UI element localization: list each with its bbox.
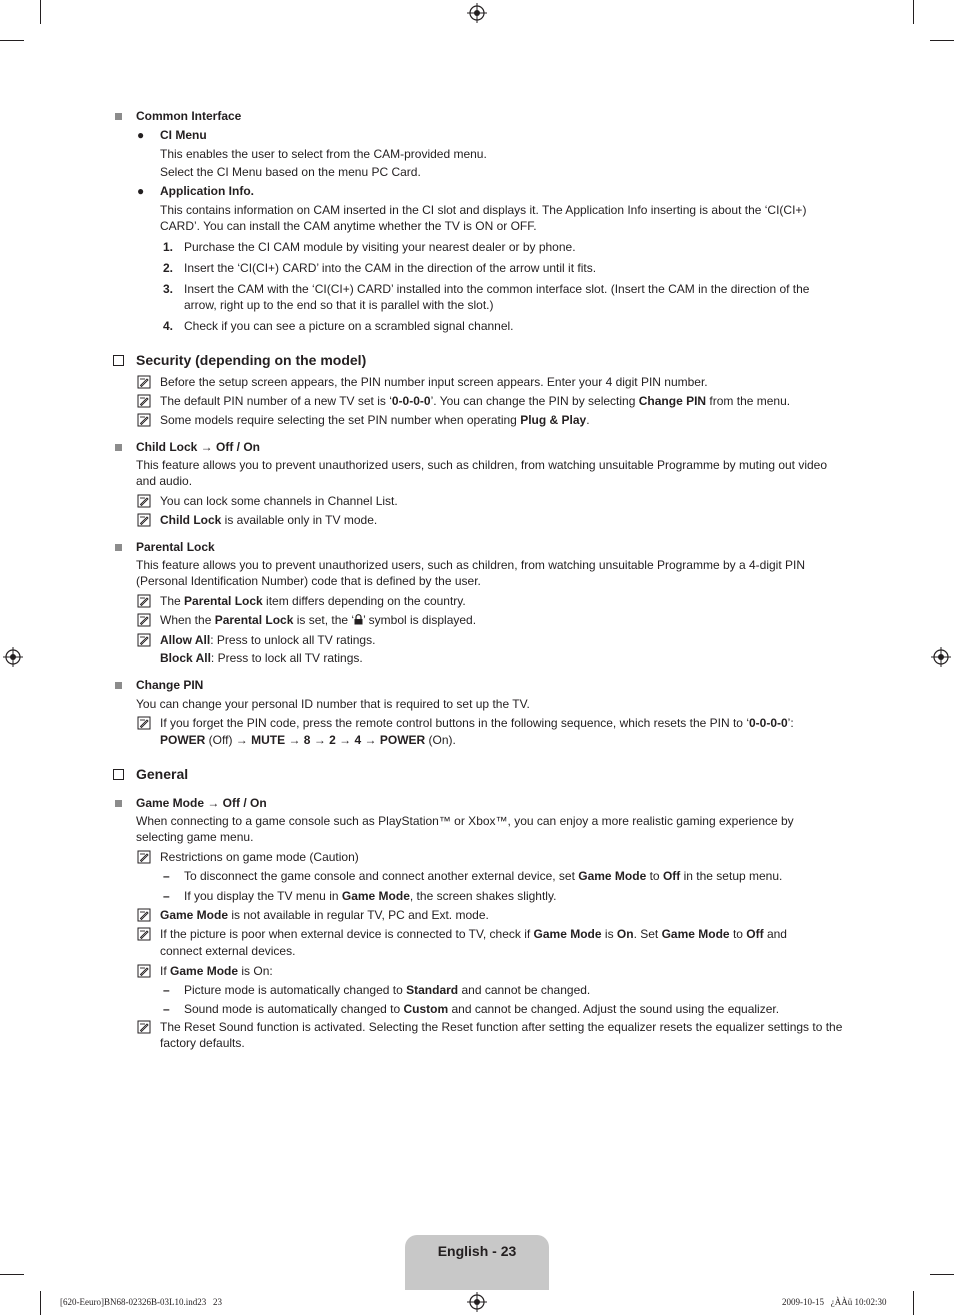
round-bullet-icon: ● xyxy=(137,128,145,142)
dash-bullet-icon: – xyxy=(163,983,170,997)
change-pin-sequence: POWER (Off) → MUTE → 8 → 2 → 4 → POWER (On). xyxy=(160,733,456,747)
security-note-3: Some models require selecting the set PIN number when operating Plug & Play. xyxy=(160,413,590,427)
app-info-label: Application Info. xyxy=(160,184,254,198)
ci-menu-line1: This enables the user to select from the CAM-provided menu. xyxy=(160,147,487,161)
note-icon xyxy=(137,1020,151,1034)
change-pin-heading: Change PIN xyxy=(136,678,204,692)
note-icon xyxy=(137,964,151,978)
game-mode-note-3: If the picture is poor when external device is connected to TV, check if Game Mode is On. Set Game Mode to Off and xyxy=(160,927,787,941)
crop-mark xyxy=(40,0,41,24)
child-lock-desc: This feature allows you to prevent unauthorized users, such as children, from watching unsuitable Programme by muting out video and audio. xyxy=(136,458,828,488)
checkbox-bullet-icon xyxy=(113,355,124,366)
security-section-title: Security (depending on the model) xyxy=(136,352,367,368)
note-icon xyxy=(137,716,151,730)
note-icon xyxy=(137,908,151,922)
note-icon xyxy=(137,494,151,508)
crop-mark xyxy=(913,0,914,24)
registration-mark-icon xyxy=(3,647,23,667)
step-text: Purchase the CI CAM module by visiting your nearest dealer or by phone. xyxy=(184,240,576,254)
square-bullet-icon xyxy=(115,544,122,551)
square-bullet-icon xyxy=(115,444,122,451)
crop-mark xyxy=(0,1274,24,1275)
child-lock-heading: Child Lock → Off / On xyxy=(136,440,260,454)
general-section-title: General xyxy=(136,766,189,782)
security-note-1: Before the setup screen appears, the PIN number input screen appears. Enter your 4 digit PIN number. xyxy=(160,375,708,389)
parental-lock-block-all: Block All: Press to lock all TV ratings. xyxy=(160,651,363,665)
parental-lock-desc: This feature allows you to prevent unauthorized users, such as children, from watching unsuitable Programme by a 4-digit PIN (Personal Identification Number) code that is defined by the user. xyxy=(136,558,805,588)
child-lock-note-2: Child Lock is available only in TV mode. xyxy=(160,513,378,527)
note-icon xyxy=(137,613,151,627)
parental-lock-allow-all: Allow All: Press to unlock all TV ratings. xyxy=(160,633,376,647)
round-bullet-icon: ● xyxy=(137,184,145,198)
security-note-2: The default PIN number of a new TV set is ‘0-0-0-0’. You can change the PIN by selecting Change PIN from the menu. xyxy=(160,394,791,408)
game-mode-dash-2: If you display the TV menu in Game Mode, the screen shakes slightly. xyxy=(184,889,557,903)
change-pin-desc: You can change your personal ID number that is required to set up the TV. xyxy=(136,697,530,711)
game-mode-desc: When connecting to a game console such as PlayStation™ or Xbox™, you can enjoy a more realistic gaming experience by selecting game menu. xyxy=(136,814,794,844)
app-info-desc: This contains information on CAM inserted in the CI slot and displays it. The Application Info inserting is about the ‘CI(CI+) CARD’. You can install the CAM anytime whether the TV is ON or OFF. xyxy=(160,203,807,233)
dash-bullet-icon: – xyxy=(163,869,170,883)
page-number-label: English - 23 xyxy=(437,1243,517,1259)
parental-lock-heading: Parental Lock xyxy=(136,540,215,554)
ci-menu-line2: Select the CI Menu based on the menu PC Card. xyxy=(160,165,421,179)
game-mode-note-3-cont: connect external devices. xyxy=(160,944,296,958)
step-number: 3. xyxy=(163,282,174,296)
game-mode-dash-1: To disconnect the game console and connect another external device, set Game Mode to Off in the setup menu. xyxy=(184,869,783,883)
step-text: Insert the ‘CI(CI+) CARD’ into the CAM in the direction of the arrow until it fits. xyxy=(184,261,597,275)
note-icon xyxy=(137,850,151,864)
note-icon xyxy=(137,927,151,941)
change-pin-note: If you forget the PIN code, press the remote control buttons in the following sequence, which resets the PIN to ‘0-0-0-0’: xyxy=(160,716,794,730)
crop-mark xyxy=(930,1274,954,1275)
note-icon xyxy=(137,413,151,427)
note-icon xyxy=(137,394,151,408)
dash-bullet-icon: – xyxy=(163,889,170,903)
registration-mark-icon xyxy=(931,647,951,667)
note-icon xyxy=(137,594,151,608)
crop-mark xyxy=(0,40,24,41)
game-mode-dash-4: Sound mode is automatically changed to Custom and cannot be changed. Adjust the sound using the equalizer. xyxy=(184,1002,780,1016)
dash-bullet-icon: – xyxy=(163,1002,170,1016)
step-number: 4. xyxy=(163,319,174,333)
crop-mark xyxy=(930,40,954,41)
note-icon xyxy=(137,633,151,647)
parental-lock-note-2: When the Parental Lock is set, the ‘ ’ symbol is displayed. xyxy=(160,613,477,627)
step-number: 1. xyxy=(163,240,174,254)
registration-mark-icon xyxy=(467,1292,487,1312)
step-text: Insert the CAM with the ‘CI(CI+) CARD’ installed into the common interface slot. (Insert the CAM in the direction of the arrow, right up to the end so that it is parallel with the slot.) xyxy=(184,282,810,312)
game-mode-note-5: The Reset Sound function is activated. Selecting the Reset function after setting the equalizer resets the equalizer settings to the factory defaults. xyxy=(160,1020,843,1050)
square-bullet-icon xyxy=(115,800,122,807)
child-lock-note-1: You can lock some channels in Channel List. xyxy=(160,494,398,508)
game-mode-note-4: If Game Mode is On: xyxy=(160,964,273,978)
parental-lock-note-1: The Parental Lock item differs depending on the country. xyxy=(160,594,466,608)
game-mode-note-1: Restrictions on game mode (Caution) xyxy=(160,850,359,864)
crop-mark xyxy=(913,1291,914,1315)
game-mode-heading: Game Mode → Off / On xyxy=(136,796,267,810)
ci-menu-label: CI Menu xyxy=(160,128,207,142)
step-text: Check if you can see a picture on a scrambled signal channel. xyxy=(184,319,514,333)
footer-file-info: [620-Eeuro]BN68-02326B-03L10.ind23 23 xyxy=(60,1297,222,1307)
square-bullet-icon xyxy=(115,113,122,120)
checkbox-bullet-icon xyxy=(113,769,124,780)
square-bullet-icon xyxy=(115,682,122,689)
lock-icon xyxy=(354,614,363,625)
note-icon xyxy=(137,375,151,389)
common-interface-heading: Common Interface xyxy=(136,109,242,123)
note-icon xyxy=(137,513,151,527)
game-mode-dash-3: Picture mode is automatically changed to Standard and cannot be changed. xyxy=(184,983,591,997)
footer-timestamp: 2009-10-15 ¿ÀÀü 10:02:30 xyxy=(782,1297,887,1307)
game-mode-note-2: Game Mode is not available in regular TV, PC and Ext. mode. xyxy=(160,908,489,922)
registration-mark-icon xyxy=(467,3,487,23)
step-number: 2. xyxy=(163,261,174,275)
crop-mark xyxy=(40,1291,41,1315)
